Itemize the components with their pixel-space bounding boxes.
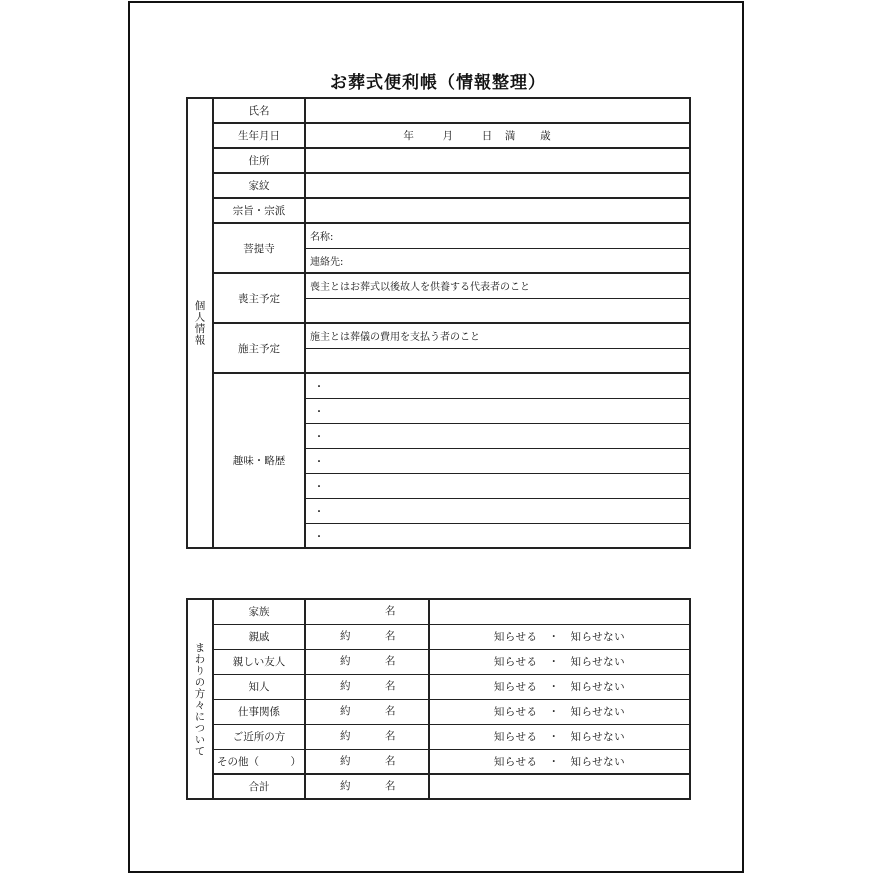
other-notify-choice[interactable]: 知らせる ・ 知らせない [429, 749, 690, 774]
temple-contact-field[interactable] [305, 248, 690, 273]
family-count-field[interactable] [305, 599, 429, 624]
page-title: お葬式便利帳（情報整理） [330, 73, 546, 93]
hobby-line[interactable]: ・ [305, 498, 690, 523]
birth-label: 生年月日 [213, 123, 305, 148]
acquaintances-count-field[interactable] [305, 674, 429, 699]
birth-month-unit: 月 [442, 130, 454, 142]
people-section-label: まわりの方々について [187, 599, 213, 799]
count-suffix: 名 [385, 704, 396, 717]
approx-label: 約 [340, 704, 351, 717]
hobby-line[interactable]: ・ [305, 473, 690, 498]
approx-label: 約 [340, 629, 351, 642]
relatives-label: 親戚 [213, 624, 305, 649]
birth-field[interactable] [305, 123, 690, 148]
temple-name-field[interactable] [305, 223, 690, 248]
close-friends-notify-choice[interactable]: 知らせる ・ 知らせない [429, 649, 690, 674]
work-notify-choice[interactable]: 知らせる ・ 知らせない [429, 699, 690, 724]
approx-label: 約 [340, 780, 351, 792]
mourner-label: 喪主予定 [213, 273, 305, 323]
hobby-line[interactable]: ・ [305, 523, 690, 548]
relatives-notify-choice[interactable]: 知らせる ・ 知らせない [429, 624, 690, 649]
birth-age-prefix: 満 [504, 130, 516, 142]
count-suffix: 名 [385, 654, 396, 667]
hobby-line[interactable]: ・ [305, 448, 690, 473]
people-table [186, 598, 691, 800]
birth-day-unit: 日 [481, 130, 493, 142]
name-label: 氏名 [213, 98, 305, 123]
approx-label: 約 [340, 679, 351, 692]
family-count-suffix: 名 [385, 605, 396, 617]
work-count-field[interactable] [305, 699, 429, 724]
other-count-field[interactable] [305, 749, 429, 774]
approx-label: 約 [340, 729, 351, 742]
temple-contact-label: 連絡先: [310, 256, 344, 268]
total-notes-field [429, 774, 690, 799]
family-label: 家族 [213, 599, 305, 624]
mourner-note: 喪主とはお葬式以後故人を供養する代表者のこと [305, 273, 690, 298]
count-suffix: 名 [385, 629, 396, 642]
family-notes-field[interactable] [429, 599, 690, 624]
crest-label: 家紋 [213, 173, 305, 198]
birth-year-unit: 年 [403, 130, 414, 142]
close-friends-count-field[interactable] [305, 649, 429, 674]
address-label: 住所 [213, 148, 305, 173]
close-friends-label: 親しい友人 [213, 649, 305, 674]
count-suffix: 名 [385, 729, 396, 742]
name-field[interactable] [305, 98, 690, 123]
neighbors-label: ご近所の方 [213, 724, 305, 749]
hobby-line[interactable]: ・ [305, 373, 690, 398]
crest-field[interactable] [305, 173, 690, 198]
neighbors-notify-choice[interactable]: 知らせる ・ 知らせない [429, 724, 690, 749]
personal-section-label: 個人情報 [187, 98, 213, 548]
host-label: 施主予定 [213, 323, 305, 373]
temple-label: 菩提寺 [213, 223, 305, 273]
host-note: 施主とは葬儀の費用を支払う者のこと [305, 323, 690, 348]
sect-label: 宗旨・宗派 [213, 198, 305, 223]
count-suffix: 名 [385, 780, 396, 792]
hobby-label: 趣味・略歴 [213, 373, 305, 548]
hobby-line[interactable]: ・ [305, 423, 690, 448]
work-label: 仕事関係 [213, 699, 305, 724]
acquaintances-notify-choice[interactable]: 知らせる ・ 知らせない [429, 674, 690, 699]
birth-age-unit: 歳 [540, 130, 551, 142]
personal-info-table [186, 97, 691, 549]
approx-label: 約 [340, 654, 351, 667]
approx-label: 約 [340, 754, 351, 767]
total-label: 合計 [213, 774, 305, 799]
count-suffix: 名 [385, 679, 396, 692]
relatives-count-field[interactable] [305, 624, 429, 649]
mourner-field[interactable] [305, 298, 690, 323]
count-suffix: 名 [385, 754, 396, 767]
temple-name-label: 名称: [310, 232, 334, 244]
other-label: その他（ ） [213, 749, 305, 774]
hobby-line[interactable]: ・ [305, 398, 690, 423]
neighbors-count-field[interactable] [305, 724, 429, 749]
acquaintances-label: 知人 [213, 674, 305, 699]
host-field[interactable] [305, 348, 690, 373]
total-count-field[interactable] [305, 774, 429, 799]
sect-field[interactable] [305, 198, 690, 223]
address-field[interactable] [305, 148, 690, 173]
